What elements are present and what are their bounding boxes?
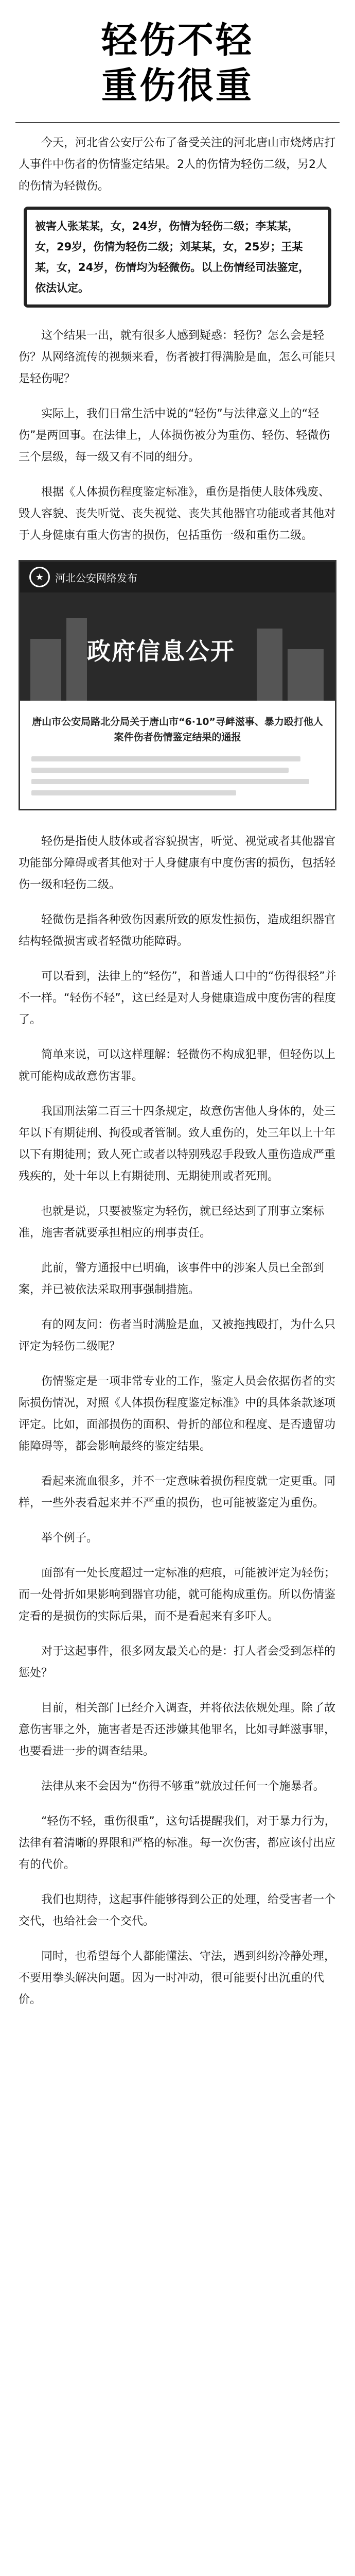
title-block: [0, 0, 355, 108]
article-title-line-2: 重伤很重: [101, 63, 254, 107]
paragraph: 目前，相关部门已经介入调查，并将依法依规处理。除了故意伤害罪之外，施害者是否还涉嫌其他罪名，比如寻衅滋事罪，也要看进一步的调查结果。: [19, 1702, 336, 1758]
government-notice-image: [19, 560, 336, 810]
paragraph: 轻伤是指使人肢体或者容貌损害，听觉、视觉或者其他器官功能部分障碍或者其他对于人身健康有中度伤害的损伤，包括轻伤一级和轻伤二级。: [19, 835, 336, 891]
building-shape: [66, 618, 87, 701]
notice-headline: 政府信息公开: [87, 637, 235, 665]
paragraph: 今天，河北省公安厅公布了备受关注的河北唐山市烧烤店打人事件中伤者的伤情鉴定结果。2人的伤情为轻伤二级，另2人的伤情为轻微伤。: [19, 137, 336, 193]
paragraph: 看起来流血很多，并不一定意味着损伤程度就一定更重。同样，一些外表看起来并不严重的损伤，也可能被鉴定为重伤。: [19, 1475, 336, 1510]
paragraph: 根据《人体损伤程度鉴定标准》，重伤是指使人肢体残废、毁人容貌、丧失听觉、丧失视觉、丧失其他器官功能或者其他对于人身健康有重大伤害的损伤，包括重伤一级和重伤二级。: [19, 486, 336, 542]
paragraph: 对于这起事件，很多网友最关心的是：打人者会受到怎样的惩处？: [19, 1645, 336, 1680]
paragraph: 轻微伤是指各种致伤因素所致的原发性损伤，造成组织器官结构轻微损害或者轻微功能障碍。: [19, 913, 336, 948]
building-shape: [288, 649, 324, 701]
notice-header: [20, 562, 335, 592]
building-shape: [30, 639, 61, 701]
notice-panel: [20, 701, 335, 795]
paragraph: 我国刑法第二百三十四条规定，故意伤害他人身体的，处三年以下有期徒刑、拘役或者管制。致人重伤的，处三年以上十年以下有期徒刑；致人死亡或者以特别残忍手段致人重伤造成严重残疾的，处十年以上有期徒刑、无期徒刑或者死刑。: [19, 1105, 336, 1183]
paragraph: 面部有一处长度超过一定标准的疤痕，可能被评定为轻伤；而一处骨折如果影响到器官功能，就可能构成重伤。所以伤情鉴定看的是损伤的实际后果，而不是看起来有多吓人。: [19, 1567, 336, 1623]
paragraph: 有的网友问：伤者当时满脸是血，又被拖拽殴打，为什么只评定为轻伤二级呢？: [19, 1318, 336, 1353]
notice-text-lines: [31, 756, 324, 795]
paragraph: “轻伤不轻，重伤很重”，这句话提醒我们，对于暴力行为，法律有着清晰的界限和严格的标准。每一次伤害，都应该付出应有的代价。: [19, 1815, 336, 1871]
paragraph: 伤情鉴定是一项非常专业的工作，鉴定人员会依据伤者的实际损伤情况，对照《人体损伤程度鉴定标准》中的具体条款逐项评定。比如，面部损伤的面积、骨折的部位和程度、是否遗留功能障碍等，都会影响最终的鉴定结果。: [19, 1375, 336, 1453]
article-body: [0, 123, 355, 2011]
article-title-line-1: 轻伤不轻: [101, 19, 254, 61]
paragraph: 举个例子。: [41, 1532, 98, 1545]
paragraph: 也就是说，只要被鉴定为轻伤，就已经达到了刑事立案标准，施害者就要承担相应的刑事责任。: [19, 1205, 325, 1240]
police-emblem-icon: ★: [29, 567, 50, 587]
paragraph: 可以看到，法律上的“轻伤”，和普通人口中的“伤得很轻”并不一样。“轻伤不轻”，这已经是对人身健康造成中度伤害的程度了。: [19, 970, 336, 1026]
notice-source-label: 河北公安网络发布: [55, 571, 137, 584]
paragraph: 法律从来不会因为“伤得不够重”就放过任何一个施暴者。: [41, 1780, 325, 1793]
paragraph: 同时，也希望每个人都能懂法、守法，遇到纠纷冷静处理，不要用拳头解决问题。因为一时冲动，很可能要付出沉重的代价。: [19, 1950, 336, 2006]
paragraph: 此前，警方通报中已明确，该事件中的涉案人员已全部到案，并已被依法采取刑事强制措施。: [19, 1262, 325, 1296]
injury-info-box: [24, 207, 331, 308]
paragraph: 实际上，我们日常生活中说的“轻伤”与法律意义上的“轻伤”是两回事。在法律上，人体损伤被分为重伤、轻伤、轻微伤三个层级，每一级又有不同的细分。: [19, 408, 330, 464]
paragraph: 这个结果一出，就有很多人感到疑惑：轻伤？怎么会是轻伤？从网络流传的视频来看，伤者被打得满脸是血，怎么可能只是轻伤呢？: [19, 329, 336, 385]
building-shape: [257, 629, 282, 701]
notice-subtitle: 唐山市公安局路北分局关于唐山市“6·10”寻衅滋事、暴力殴打他人案件伤者伤情鉴定结果的通报: [32, 716, 323, 743]
injury-info-text: 被害人张某某，女，24岁，伤情为轻伤二级；李某某，女，29岁，伤情为轻伤二级；刘某某，女，25岁；王某某，女，24岁，伤情均为轻微伤。以上伤情经司法鉴定，依法认定。: [35, 220, 310, 294]
paragraph: 简单来说，可以这样理解：轻微伤不构成犯罪，但轻伤以上就可能构成故意伤害罪。: [19, 1048, 336, 1083]
paragraph: 我们也期待，这起事件能够得到公正的处理，给受害者一个交代，也给社会一个交代。: [19, 1893, 336, 1928]
notice-banner: [20, 592, 335, 701]
